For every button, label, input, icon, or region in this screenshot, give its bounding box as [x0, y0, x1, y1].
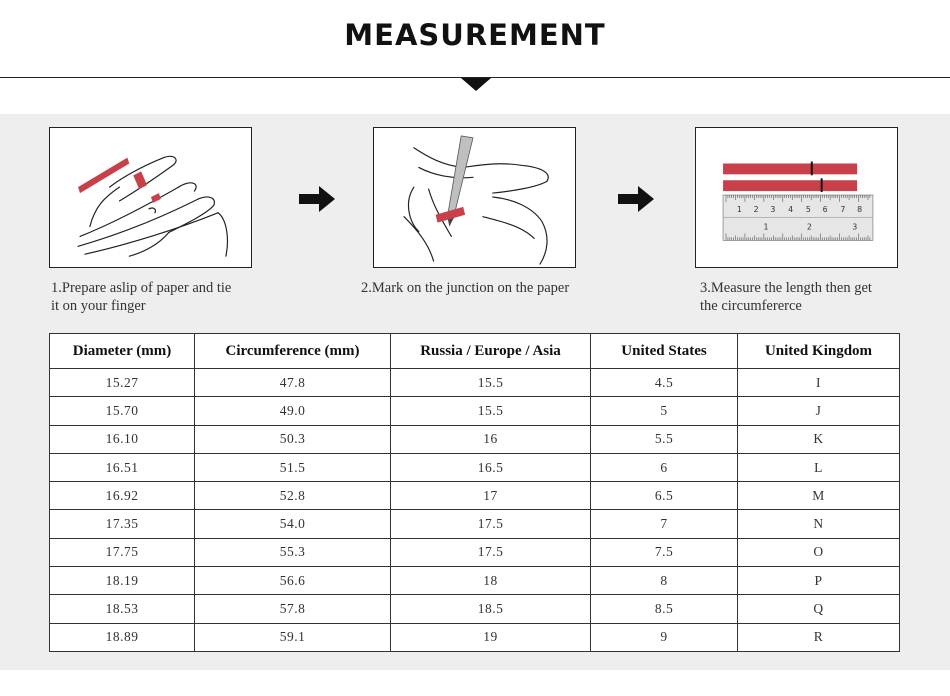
ruler-number: 6	[822, 204, 828, 214]
ruler-number: 8	[857, 204, 863, 214]
paper-strip-top	[723, 163, 857, 174]
down-caret-icon	[461, 78, 491, 91]
table-cell: M	[738, 482, 900, 510]
table-cell: P	[738, 567, 900, 595]
table-cell: 17.35	[50, 510, 195, 538]
table-row	[50, 538, 900, 566]
table-row	[50, 397, 900, 425]
table-cell: O	[738, 538, 900, 566]
table-cell: 5	[591, 397, 738, 425]
right-arrow-icon	[299, 186, 335, 212]
pen-marking-paper-icon	[374, 128, 575, 267]
table-cell: Q	[738, 595, 900, 623]
step-1-caption-line2: it on your finger	[51, 298, 146, 314]
page-header	[0, 0, 950, 80]
table-cell: 19	[391, 623, 591, 651]
step-2-caption-line1: 2.Mark on the junction on the paper	[361, 280, 570, 296]
ruler-number: 1	[763, 222, 769, 232]
table-row	[50, 369, 900, 397]
hand-with-paper-strip-icon	[50, 128, 251, 267]
step-1-illustration	[49, 127, 252, 268]
table-cell: 54.0	[195, 510, 391, 538]
table-cell: K	[738, 425, 900, 453]
table-cell: 5.5	[591, 425, 738, 453]
table-cell: 7	[591, 510, 738, 538]
table-cell: 18.5	[391, 595, 591, 623]
table-cell: 52.8	[195, 482, 391, 510]
table-cell: 49.0	[195, 397, 391, 425]
table-cell: 18.19	[50, 567, 195, 595]
table-cell: 15.70	[50, 397, 195, 425]
column-header: United States	[591, 334, 738, 369]
table-row	[50, 482, 900, 510]
ruler-number: 3	[770, 204, 776, 214]
table-cell: 8.5	[591, 595, 738, 623]
table-cell: I	[738, 369, 900, 397]
ruler-number: 7	[840, 204, 846, 214]
table-cell: 18	[391, 567, 591, 595]
table-cell: 17	[391, 482, 591, 510]
column-header: United Kingdom	[738, 334, 900, 369]
table-cell: 17.5	[391, 510, 591, 538]
paper-strip-bottom	[723, 180, 857, 191]
table-cell: 15.27	[50, 369, 195, 397]
ruler-number: 3	[852, 222, 858, 232]
column-header: Russia / Europe / Asia	[391, 334, 591, 369]
table-cell: 57.8	[195, 595, 391, 623]
table-row	[50, 567, 900, 595]
table-cell: L	[738, 453, 900, 481]
ruler-number: 2	[753, 204, 759, 214]
paper-strip-1	[78, 158, 129, 193]
table-cell: 16.10	[50, 425, 195, 453]
table-cell: J	[738, 397, 900, 425]
table-cell: 16.92	[50, 482, 195, 510]
step-3-caption-line1: 3.Measure the length then get	[700, 280, 872, 296]
table-cell: 15.5	[391, 369, 591, 397]
table-cell: 4.5	[591, 369, 738, 397]
table-row	[50, 510, 900, 538]
table-row	[50, 595, 900, 623]
step-3-caption-line2: the circumfererce	[700, 298, 802, 314]
step-1-caption-line1: 1.Prepare aslip of paper and tie	[51, 280, 232, 296]
page-title: MEASUREMENT	[344, 18, 606, 52]
ruler-measurement-icon	[696, 128, 897, 267]
table-row	[50, 425, 900, 453]
table-cell: 55.3	[195, 538, 391, 566]
table-cell: 16.51	[50, 453, 195, 481]
ruler-number: 4	[788, 204, 794, 214]
column-header: Diameter (mm)	[50, 334, 195, 369]
table-cell: 18.89	[50, 623, 195, 651]
table-cell: N	[738, 510, 900, 538]
table-cell: 59.1	[195, 623, 391, 651]
table-cell: 9	[591, 623, 738, 651]
step-3-illustration	[695, 127, 898, 268]
table-header-row	[50, 334, 900, 369]
ruler-number: 2	[806, 222, 812, 232]
table-cell: 6.5	[591, 482, 738, 510]
table-cell: 17.75	[50, 538, 195, 566]
step-2-illustration	[373, 127, 576, 268]
step-1-caption	[51, 279, 231, 315]
table-cell: 16.5	[391, 453, 591, 481]
table-cell: 47.8	[195, 369, 391, 397]
step-3-caption	[700, 279, 872, 315]
table-cell: 7.5	[591, 538, 738, 566]
step-2-caption	[361, 279, 569, 297]
table-cell: 16	[391, 425, 591, 453]
ruler-number: 5	[805, 204, 811, 214]
table-cell: 51.5	[195, 453, 391, 481]
ring-size-table	[49, 333, 900, 652]
table-row	[50, 623, 900, 651]
column-header: Circumference (mm)	[195, 334, 391, 369]
table-cell: 8	[591, 567, 738, 595]
table-cell: 17.5	[391, 538, 591, 566]
table-cell: 50.3	[195, 425, 391, 453]
table-row	[50, 453, 900, 481]
right-arrow-icon	[618, 186, 654, 212]
table-cell: R	[738, 623, 900, 651]
table-cell: 18.53	[50, 595, 195, 623]
ruler-number: 1	[736, 204, 742, 214]
table-cell: 56.6	[195, 567, 391, 595]
table-cell: 15.5	[391, 397, 591, 425]
table-cell: 6	[591, 453, 738, 481]
